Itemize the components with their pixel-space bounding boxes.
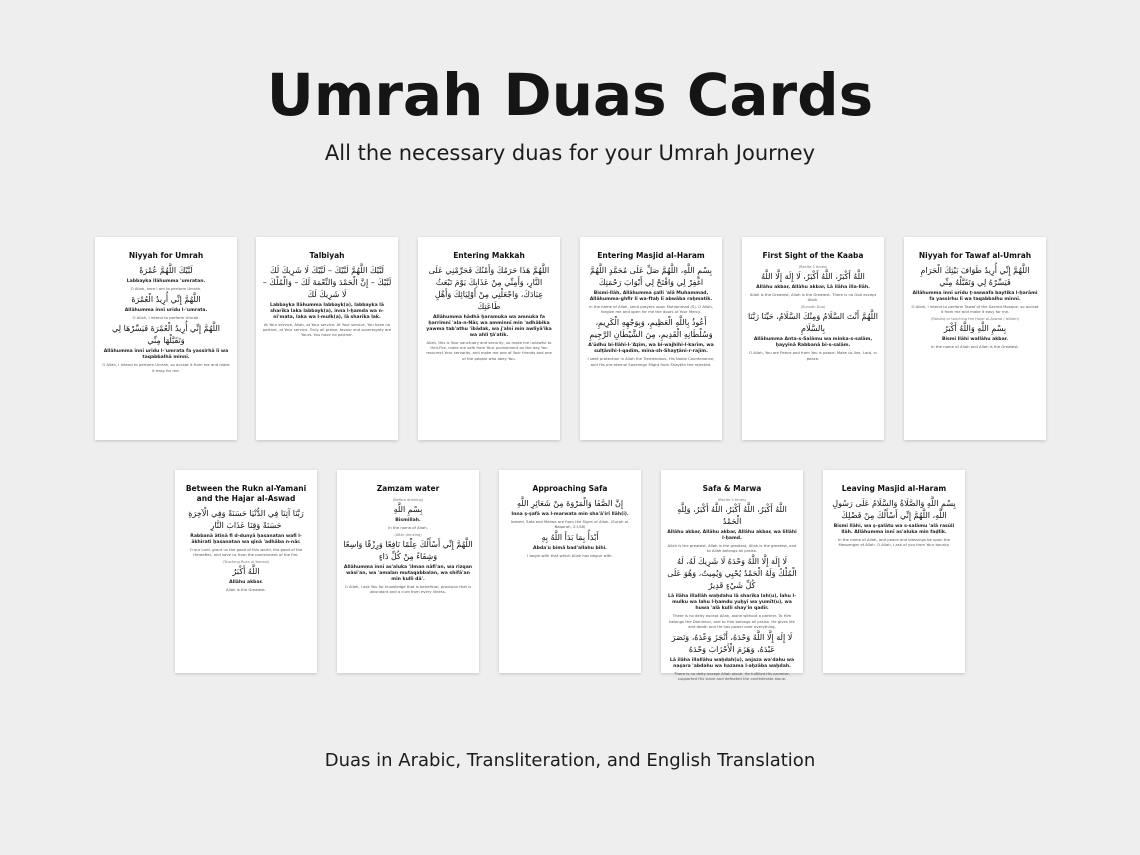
dua-transliteration: Allāhumma Anta-s-Salāmu wa minka-s-salām, ḥayyinā Rabbanā bi-s-salām. (753, 337, 873, 349)
dua-section (829, 498, 959, 547)
dua-arabic: اللَّهُ أَكْبَرُ (232, 567, 260, 577)
card-approaching-safa (499, 470, 641, 673)
dua-note: (After drinking) (394, 533, 422, 538)
dua-transliteration: Allāhumma innī urīdu ṭ-awwafa baytika l-ḥarāmi fa yassirhu lī wa taqabbalhu minnī. (912, 291, 1038, 302)
dua-section (586, 317, 716, 366)
dua-translation: I seek protection in Allah the Tremendous, His Noble Countenance, and His pre-eternal Sovereign Might from Shayṭān the rejected. (587, 356, 715, 367)
dua-translation: Allah is the Greatest. (226, 587, 266, 593)
dua-transliteration: Lā ilāha illallāh waḥdahu lā sharīka lah(u), lahu l-mulku wa lahu l-ḥamdu yuḥyī wa yumīt(u), wa huwa 'alā kulli shay'in qadīr. (668, 594, 796, 612)
dua-translation: Allah is the Greatest, Allah is the Greatest. There is no God except Allah. (749, 292, 877, 303)
dua-section (748, 305, 878, 360)
dua-arabic: بِسْمِ اللَّهِ (393, 505, 423, 514)
dua-transliteration: Rabbanā ātinā fi d-dunyā ḥasanatan wafi l-ākhirati ḥasanatan wa qinā 'adhāba n-nār. (190, 534, 302, 545)
dua-transliteration: Inna ṣ-ṣafā wa l-marwata min sha'ā'iri llāh(i). (511, 512, 629, 517)
footer-caption: Duas in Arabic, Transliteration, and English Translation (324, 750, 816, 771)
dua-transliteration: Allāhu akbar. (229, 580, 263, 586)
dua-transliteration: Bismillah. (395, 518, 421, 523)
dua-section (181, 508, 311, 557)
card-first-sight-kaaba (742, 237, 884, 440)
dua-translation: Indeed, Safa and Marwa are from the Signs of Allah. (Surah al-Baqarah, 2:158) (510, 519, 630, 530)
dua-section (262, 265, 392, 338)
dua-note: (Sunnah Dua) (800, 305, 826, 310)
dua-transliteration: Bismi llāhi, wa ṣ-ṣalātu wa s-salāmu 'alā rasūli llāh. Allāhumma innī as'aluka min faḍlik. (833, 524, 955, 535)
dua-section (748, 265, 878, 302)
dua-arabic: اللَّهُ أَكْبَرُ، اللَّهُ أَكْبَرُ، اللَّهُ أَكْبَرُ، وَلِلَّهِ الْحَمْدُ (677, 505, 787, 526)
dua-arabic: أَبْدَأُ بِمَا بَدَأَ اللَّهُ بِهِ (541, 533, 599, 543)
card-leaving-masjid (823, 470, 965, 673)
dua-section (101, 265, 231, 291)
dua-section (505, 498, 635, 529)
dua-section (505, 532, 635, 558)
dua-section (667, 632, 797, 681)
page-title: Umrah Duas Cards (266, 61, 874, 129)
card-zamzam (337, 470, 479, 673)
card-title: Leaving Masjid al-Haram (841, 484, 947, 493)
dua-transliteration: Lā ilāha illallāhu waḥdah(u), anjaza wa'dahu wa naṣara 'abdahu wa hazama l-aḥzāba waḥdah. (669, 658, 795, 670)
dua-note: (Recite 3 times) (798, 265, 828, 269)
dua-section (343, 498, 473, 530)
dua-arabic: لَبَّيْكَ اللَّهُمَّ عُمْرَةً (139, 266, 193, 275)
dua-section (343, 533, 473, 594)
card-entering-masjid (580, 237, 722, 440)
dua-transliteration: Allāhu akbar, Allāhu akbar, Lā ilāha illa-llāh. (756, 285, 870, 290)
card-title: First Sight of the Kaaba (762, 251, 864, 260)
dua-transliteration: Bismi-llāh, Allāhumma ṣalli 'alā Muhammad, Allāhumma-ghfir lī wa-ftaḥ lī abwāba raḥmatik. (589, 291, 713, 302)
dua-transliteration: Allāhumma innī urīdu l-'umrata fa yassirhā lī wa taqabbalhā minnī. (103, 349, 229, 361)
dua-arabic: اللَّهُمَّ هَذَا حَرَمُكَ وَأَمْنُكَ فَحَرِّمْنِي عَلَى النَّارِ، وَأَمِنِّي مِنْ عَذَابِكَ يَوْمَ تَبْعَثُ عِبَادَكَ، وَاجْعَلْنِي مِنْ أَوْلِيَائِكَ وَأَهْلِ طَاعَتِكَ (428, 266, 550, 311)
dua-translation: Allah is the greatest, Allah is the greatest, Allah is the greatest, and to Allah belongs all praise. (667, 543, 797, 554)
dua-transliteration: Labbayka llāhumma labbayk(a), labbayka lā sharīka laka labbayk(a), inna l-ḥamda wa n-ni'mata, laka wa l-mulk(a), lā sharīka lak. (270, 303, 384, 320)
dua-translation: O Allah, You are Peace and from You is peace. Make us live, Lord, in peace. (749, 350, 877, 361)
dua-translation: O Allah, I intend to perform Tawaf of the Sacred Mosque, so accept it from me and make it easy for me. (911, 304, 1039, 315)
dua-section (667, 498, 797, 553)
dua-transliteration: Allāhumma innī urīdu l-'umrata. (124, 308, 208, 314)
dua-note: (Touching Rukn al-Yamani) (222, 560, 270, 565)
dua-translation: O Allah, I ask You for knowledge that is beneficial, provision that is abundant and a cure from every illness. (344, 584, 472, 595)
dua-transliteration: Allāhumma hādhā ḥaramuka wa amnuka fa ḥarrimnī 'ala-n-Nār, wa amminnī min 'adhābika yawma tab'athu 'ibādak, wa j'alnī min awliyā'ika wa ahli ṭā'atik. (426, 315, 552, 338)
dua-note: (Raising or touching the Hajar al-Aswad / Istilam) (930, 317, 1020, 322)
dua-arabic: بِسْمِ اللَّهِ وَالصَّلَاةُ وَالسَّلَامُ عَلَى رَسُولِ اللَّهِ، اللَّهُمَّ إِنِّي أَسْأَلُكَ مِنْ فَضْلِكَ (832, 499, 956, 520)
dua-translation: O Allah, I intend to perform Umrah. (132, 315, 200, 321)
dua-translation: Allah, this is Your sanctuary and security, so make me unlawful to Hell-Fire, make me safe from Your punishment on the day You resurrect Your servants, and make me one of Your friends and one of the people who obey You. (426, 340, 552, 361)
dua-arabic: أَعُوذُ بِاللَّهِ الْعَظِيمِ، وَبِوَجْهِهِ الْكَرِيمِ، وَسُلْطَانِهِ الْقَدِيمِ، مِنَ الشَّيْطَانِ الرَّجِيمِ (589, 318, 713, 340)
dua-section (181, 560, 311, 592)
dua-note: (Before drinking) (392, 498, 424, 502)
dua-section (586, 265, 716, 314)
dua-translation: There is no deity except Allah, alone without a partner. To Him belongs the Dominion, and to Him belongs all praise. He gives life and death and He has power over everything. (669, 613, 795, 629)
dua-translation: In the name of Allah, send prayers upon Muhammad (S). O Allah, forgive me and open for me the doors of Your Mercy. (589, 304, 713, 315)
dua-section (101, 323, 231, 372)
card-safa-marwa (661, 470, 803, 682)
dua-arabic: اللَّهُمَّ إِنِّي أُرِيدُ الْعُمْرَةَ فَيَسِّرْهَا لِي وَتَقَبَّلْهَا مِنِّي (112, 324, 220, 346)
dua-transliteration: Bismi llāhi wallāhu akbar. (941, 337, 1009, 343)
dua-translation: O our Lord, grant us the good of this world, the good of the Hereafter, and save us from the punishment of the fire. (189, 547, 303, 558)
dua-arabic: اللَّهُمَّ إِنِّي أَسْأَلُكَ عِلْمًا نَافِعًا وَرِزْقًا وَاسِعًا وَشِفَاءً مِنْ كُلِّ دَاءٍ (343, 540, 473, 562)
card-rukn-yamani (175, 470, 317, 673)
dua-transliteration: A'ūdhu bi-llāhi-l-'Aẓīm, wa bi-wajhihi-l-karīm, wa sulṭānihi-l-qadīm, mina-sh-Shayṭāni-r-rajīm. (588, 343, 714, 355)
dua-section (910, 265, 1040, 314)
card-title: Talbiyah (309, 251, 345, 260)
dua-translation: At Your service, Allah, at Your service. At Your service, You have no partner, at Your service. Truly all praise, favour and sovereignty are Yours. You have no partner. (262, 322, 392, 338)
dua-translation: In the name of Allah, and peace and blessings be upon the Messenger of Allah. O Allah, I ask of you from Your bounty. (837, 537, 951, 548)
dua-transliteration: Allāhu akbar, Allāhu akbar, Allāhu akbar, wa lillāhi l-ḥamd. (667, 530, 797, 541)
page-subtitle: All the necessary duas for your Umrah Journey (324, 141, 816, 165)
dua-section (101, 294, 231, 320)
card-title: Zamzam water (376, 484, 440, 493)
dua-section (667, 556, 797, 629)
dua-arabic: رَبَّنَا آتِنَا فِي الدُّنْيَا حَسَنَةً وَفِي الْآخِرَةِ حَسَنَةً وَقِنَا عَذَابَ النَّارِ (188, 509, 304, 530)
dua-transliteration: Allāhumma innī as'aluka 'ilman nāfi'an, wa rizqan wāsi'an, wa 'amalan mutaqabbalan, wa shifā'an min kulli dā'. (343, 565, 473, 583)
dua-arabic: لَا إِلَهَ إِلَّا اللَّهُ وَحْدَهُ، أَنْجَزَ وَعْدَهُ، وَنَصَرَ عَبْدَهُ، وَهَزَمَ الْأَحْزَابَ وَحْدَهُ (671, 633, 793, 655)
dua-note: (Recite 3 times) (717, 498, 747, 502)
dua-arabic: اللَّهُمَّ إِنِّي أُرِيدُ الْعُمْرَةَ (131, 295, 201, 305)
card-entering-makkah (418, 237, 560, 440)
dua-transliteration: Abda'u bimā bad'allahu bihi. (533, 546, 607, 552)
dua-arabic: بِسْمِ اللَّهِ، اللَّهُمَّ صَلِّ عَلَى مُحَمَّدٍ اللَّهُمَّ اغْفِرْ لِي وَافْتَحْ لِي أَبْوَابَ رَحْمَتِكَ (590, 266, 712, 287)
card-niyyah-tawaf (904, 237, 1046, 440)
card-title: Entering Makkah (453, 251, 525, 260)
dua-arabic: لَبَّيْكَ اللَّهُمَّ لَبَّيْكَ – لَبَّيْكَ لَا شَرِيكَ لَكَ لَبَّيْكَ – إِنَّ الْحَمْدَ وَالنِّعْمَةَ لَكَ – وَالْمُلْكَ – لَا شَرِيكَ لَكَ (262, 266, 392, 299)
card-title: Niyyah for Umrah (128, 251, 204, 260)
dua-translation: O Allah, I intend to perform Umrah, so accept it from me and make it easy for me. (102, 362, 230, 373)
dua-section (424, 265, 554, 361)
dua-arabic: اللَّهُمَّ أَنْتَ السَّلَامُ وَمِنْكَ السَّلَامُ، حَيِّنَا رَبَّنَا بِالسَّلَامِ (748, 312, 878, 334)
dua-translation: In the name of Allah and Allah is the Greatest. (931, 344, 1019, 350)
card-title: Approaching Safa (532, 484, 608, 493)
dua-translation: I begin with that which Allah has begun with. (527, 553, 613, 559)
dua-translation: O Allah, here I am to perform Umrah. (130, 286, 202, 291)
card-title: Entering Masjid al-Haram (597, 251, 705, 260)
dua-transliteration: Labbayka llāhumma 'umratan. (126, 279, 206, 284)
card-title: Niyyah for Tawaf al-Umrah (918, 251, 1032, 260)
card-title: Between the Rukn al-Yamani and the Hajar al-Aswad (185, 484, 307, 503)
card-talbiyah (256, 237, 398, 440)
dua-arabic: إِنَّ الصَّفَا وَالْمَرْوَةَ مِنْ شَعَائِرِ اللَّهِ (516, 499, 624, 508)
dua-translation: There is no deity except Allah alone. He fulfilled His promise, supported His slave and defeated the confederate alone. (674, 671, 790, 682)
dua-arabic: اللَّهُمَّ إِنِّي أُرِيدُ طَوَافَ بَيْتِكَ الْحَرَامِ فَيَسِّرْهُ لِي وَتَقَبَّلْهُ مِنِّي (920, 266, 1030, 287)
dua-translation: In the name of Allah. (388, 525, 428, 530)
dua-section (910, 317, 1040, 349)
card-niyyah-umrah (95, 237, 237, 440)
dua-arabic: بِسْمِ اللَّهِ وَاللَّهُ أَكْبَرُ (943, 324, 1007, 334)
card-title: Safa & Marwa (702, 484, 762, 493)
dua-arabic: اللَّهُ أَكْبَرُ، اللَّهُ أَكْبَرُ، لَا إِلَهَ إِلَّا اللَّهُ (761, 272, 865, 281)
dua-arabic: لَا إِلَهَ إِلَّا اللَّهُ وَحْدَهُ لَا شَرِيكَ لَهُ، لَهُ الْمُلْكُ وَلَهُ الْحَمْدُ يُحْيِي وَيُمِيتُ، وَهُوَ عَلَى كُلِّ شَيْءٍ قَدِيرٌ (667, 557, 797, 591)
